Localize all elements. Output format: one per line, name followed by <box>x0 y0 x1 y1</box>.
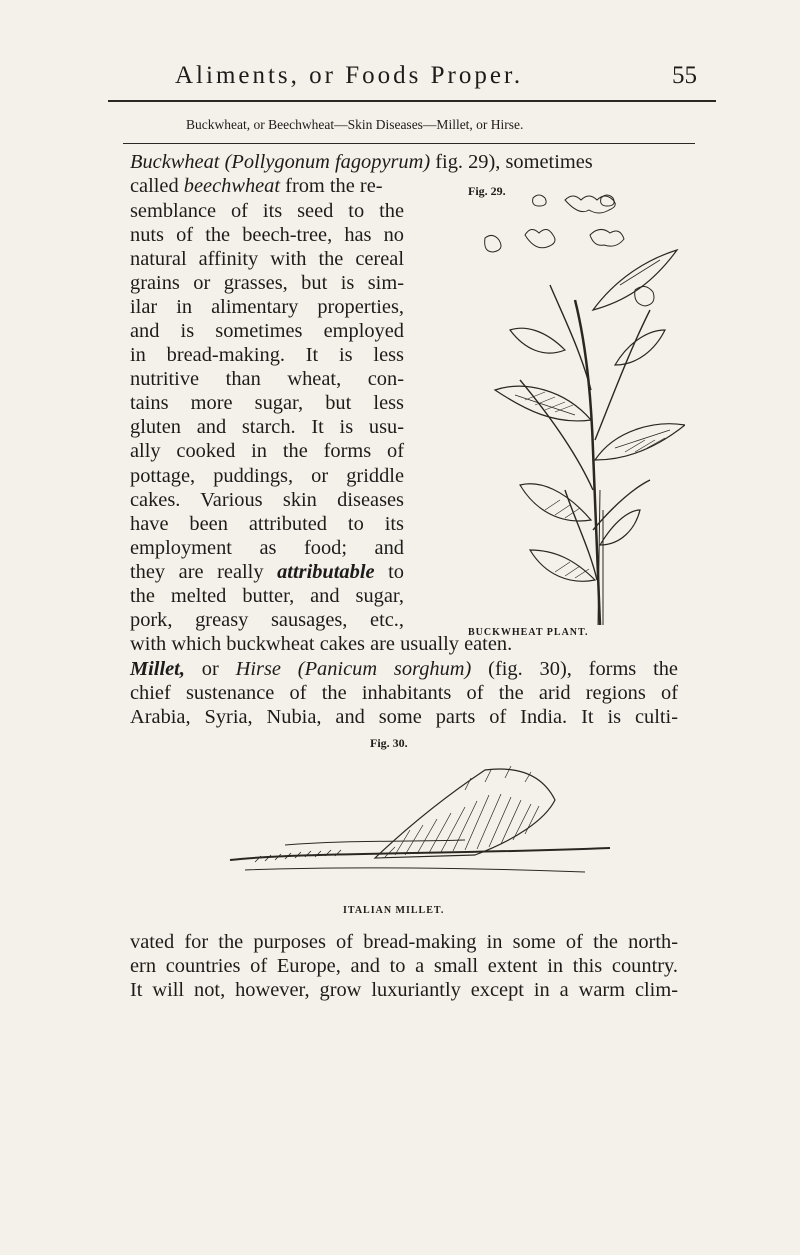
running-head: Aliments, or Foods Proper. <box>175 62 524 89</box>
text-line: ally cooked in the forms of <box>130 440 404 462</box>
text-line: chief sustenance of the inhabitants of the arid regions of <box>130 682 678 704</box>
text-fragment: fig. 29), sometimes <box>435 151 593 173</box>
text-line: natural affinity with the cereal <box>130 248 404 270</box>
text-line: nuts of the beech-tree, has no <box>130 224 404 246</box>
italian-millet-illustration <box>225 760 615 900</box>
text-fragment: or <box>201 658 219 680</box>
text-fragment: to <box>388 561 404 583</box>
page-number: 55 <box>672 62 697 89</box>
term-hirse: Hirse <box>235 658 281 680</box>
text-line: employment as food; and <box>130 537 404 559</box>
term-latin-millet: (Panicum sorghum) <box>297 658 472 680</box>
text-line <box>130 657 678 681</box>
text-line: ilar in alimentary properties, <box>130 296 404 318</box>
page-subhead: Buckwheat, or Beechwheat—Skin Diseases—Millet, or Hirse. <box>186 117 524 132</box>
text-fragment: they are really <box>130 561 264 583</box>
text-line: It will not, however, grow luxuriantly except in a warm clim- <box>130 979 678 1001</box>
fig29-label: Fig. 29. <box>468 184 506 198</box>
text-line: and is sometimes employed <box>130 320 404 342</box>
text-line: the melted butter, and sugar, <box>130 585 404 607</box>
header-rule <box>108 100 716 102</box>
text-line: tains more sugar, but less <box>130 392 404 414</box>
text-line: pork, greasy sausages, etc., <box>130 609 404 631</box>
buckwheat-plant-illustration <box>415 190 685 630</box>
text-line: vated for the purposes of bread-making in some of the north- <box>130 931 678 953</box>
text-line: ern countries of Europe, and to a small extent in this country. <box>130 955 678 977</box>
fig30-label: Fig. 30. <box>370 736 408 750</box>
text-line: with which buckwheat cakes are usually eaten. <box>130 633 513 655</box>
text-line <box>130 150 593 174</box>
text-line: cakes. Various skin diseases <box>130 489 404 511</box>
text-line: pottage, puddings, or griddle <box>130 465 404 487</box>
text-line: have been attributed to its <box>130 513 404 535</box>
subhead-rule <box>123 143 695 144</box>
text-line <box>130 174 383 198</box>
fig29-caption: BUCKWHEAT PLANT. <box>468 627 589 638</box>
text-fragment: from the re- <box>285 175 383 197</box>
term-latin-buckwheat: (Pollygonum fagopyrum) <box>224 151 431 173</box>
term-attributable: attributable <box>277 561 375 583</box>
term-beechwheat: beechwheat <box>183 175 281 197</box>
text-line: grains or grasses, but is sim- <box>130 272 404 294</box>
text-line <box>130 560 404 584</box>
text-line: in bread-making. It is less <box>130 344 404 366</box>
text-line: nutritive than wheat, con- <box>130 368 404 390</box>
term-millet: Millet, <box>130 658 185 680</box>
text-fragment: (fig. 30), forms the <box>488 658 678 680</box>
term-buckwheat: Buckwheat <box>130 151 220 173</box>
text-line: gluten and starch. It is usu- <box>130 416 404 438</box>
text-line: semblance of its seed to the <box>130 200 404 222</box>
text-line: Arabia, Syria, Nubia, and some parts of India. It is culti- <box>130 706 678 728</box>
text-fragment: called <box>130 175 179 197</box>
fig30-caption: ITALIAN MILLET. <box>343 905 445 916</box>
